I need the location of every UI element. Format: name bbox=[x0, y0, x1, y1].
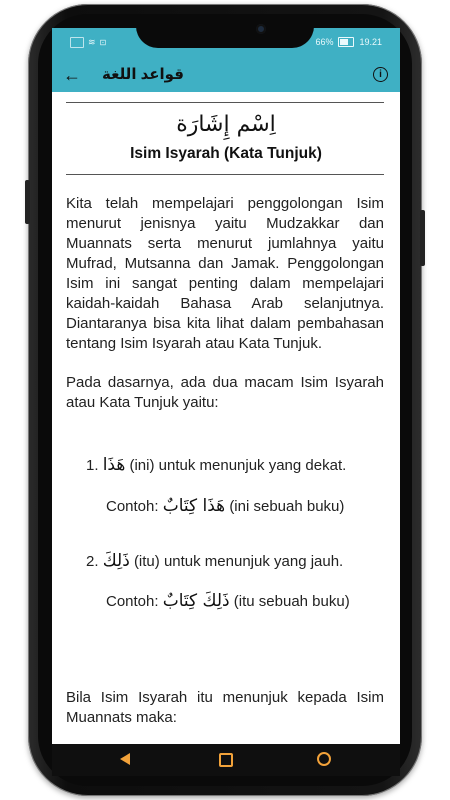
nav-back-icon[interactable] bbox=[120, 753, 130, 765]
sim-icon bbox=[70, 37, 84, 48]
arabic-example: هَذَا كِتَابٌ bbox=[162, 496, 226, 516]
wifi-icon: ≋ bbox=[88, 37, 96, 47]
example-label: Contoh: bbox=[106, 498, 159, 515]
list-text: (itu) untuk menunjuk yang jauh. bbox=[133, 553, 344, 570]
notification-icon: ⊡ bbox=[99, 38, 107, 47]
list-number: 2. bbox=[86, 553, 99, 570]
screen bbox=[52, 28, 400, 776]
intro-paragraph: Kita telah mempelajari penggolongan Isim menurut jenisnya yaitu Mudzakkar dan Muannats serta menurut jumlahnya yaitu Mufrad, Mutsanna dan Jamak. Penggolongan Isim ini sangat penting dalam mempelajari kaidah-kaidah Bahasa Arab selanjutnya. Diantaranya bisa kita lihat dalam pembahasan tentang Isim Isyarah atau Kata Tunjuk. bbox=[66, 195, 384, 352]
title-divider bbox=[66, 174, 384, 175]
status-icons-left bbox=[70, 37, 106, 48]
back-arrow-icon[interactable]: ← bbox=[63, 65, 81, 85]
arabic-word: ذَلِكَ bbox=[102, 551, 130, 571]
status-icons-right bbox=[315, 37, 382, 47]
example-text: (itu sebuah buku) bbox=[233, 593, 350, 610]
arabic-example: ذَلِكَ كِتَابٌ bbox=[162, 591, 230, 611]
types-paragraph: Pada dasarnya, ada dua macam Isim Isyarah atau Kata Tunjuk yaitu: bbox=[66, 374, 384, 411]
volume-button bbox=[25, 180, 30, 224]
list-text: (ini) untuk menunjuk yang dekat. bbox=[129, 457, 347, 474]
app-title: قواعد اللغة bbox=[102, 66, 184, 83]
nav-recents-icon[interactable] bbox=[317, 752, 331, 766]
info-icon[interactable]: i bbox=[373, 67, 388, 82]
navigation-bar bbox=[52, 744, 400, 776]
list-item-2 bbox=[86, 551, 343, 571]
front-camera bbox=[256, 24, 266, 34]
battery-percent: 66% bbox=[315, 37, 334, 47]
example-label: Contoh: bbox=[106, 593, 159, 610]
example-text: (ini sebuah buku) bbox=[229, 498, 345, 515]
muannats-paragraph: Bila Isim Isyarah itu menunjuk kepada Isim Muannats maka: bbox=[66, 689, 384, 726]
example-1 bbox=[106, 496, 344, 516]
nav-home-icon[interactable] bbox=[219, 753, 233, 767]
arabic-heading: اِسْم إِشَارَة bbox=[176, 112, 276, 137]
power-button bbox=[420, 210, 425, 266]
top-divider bbox=[66, 102, 384, 103]
list-number: 1. bbox=[86, 457, 99, 474]
app-bar bbox=[52, 58, 400, 92]
list-item-1 bbox=[86, 455, 346, 475]
lesson-content[interactable] bbox=[52, 92, 400, 744]
example-2 bbox=[106, 591, 350, 611]
arabic-word: هَذَا bbox=[102, 455, 126, 475]
lesson-title: Isim Isyarah (Kata Tunjuk) bbox=[130, 145, 322, 162]
clock: 19.21 bbox=[359, 37, 382, 47]
battery-icon bbox=[338, 37, 354, 47]
camera-notch bbox=[136, 14, 314, 48]
